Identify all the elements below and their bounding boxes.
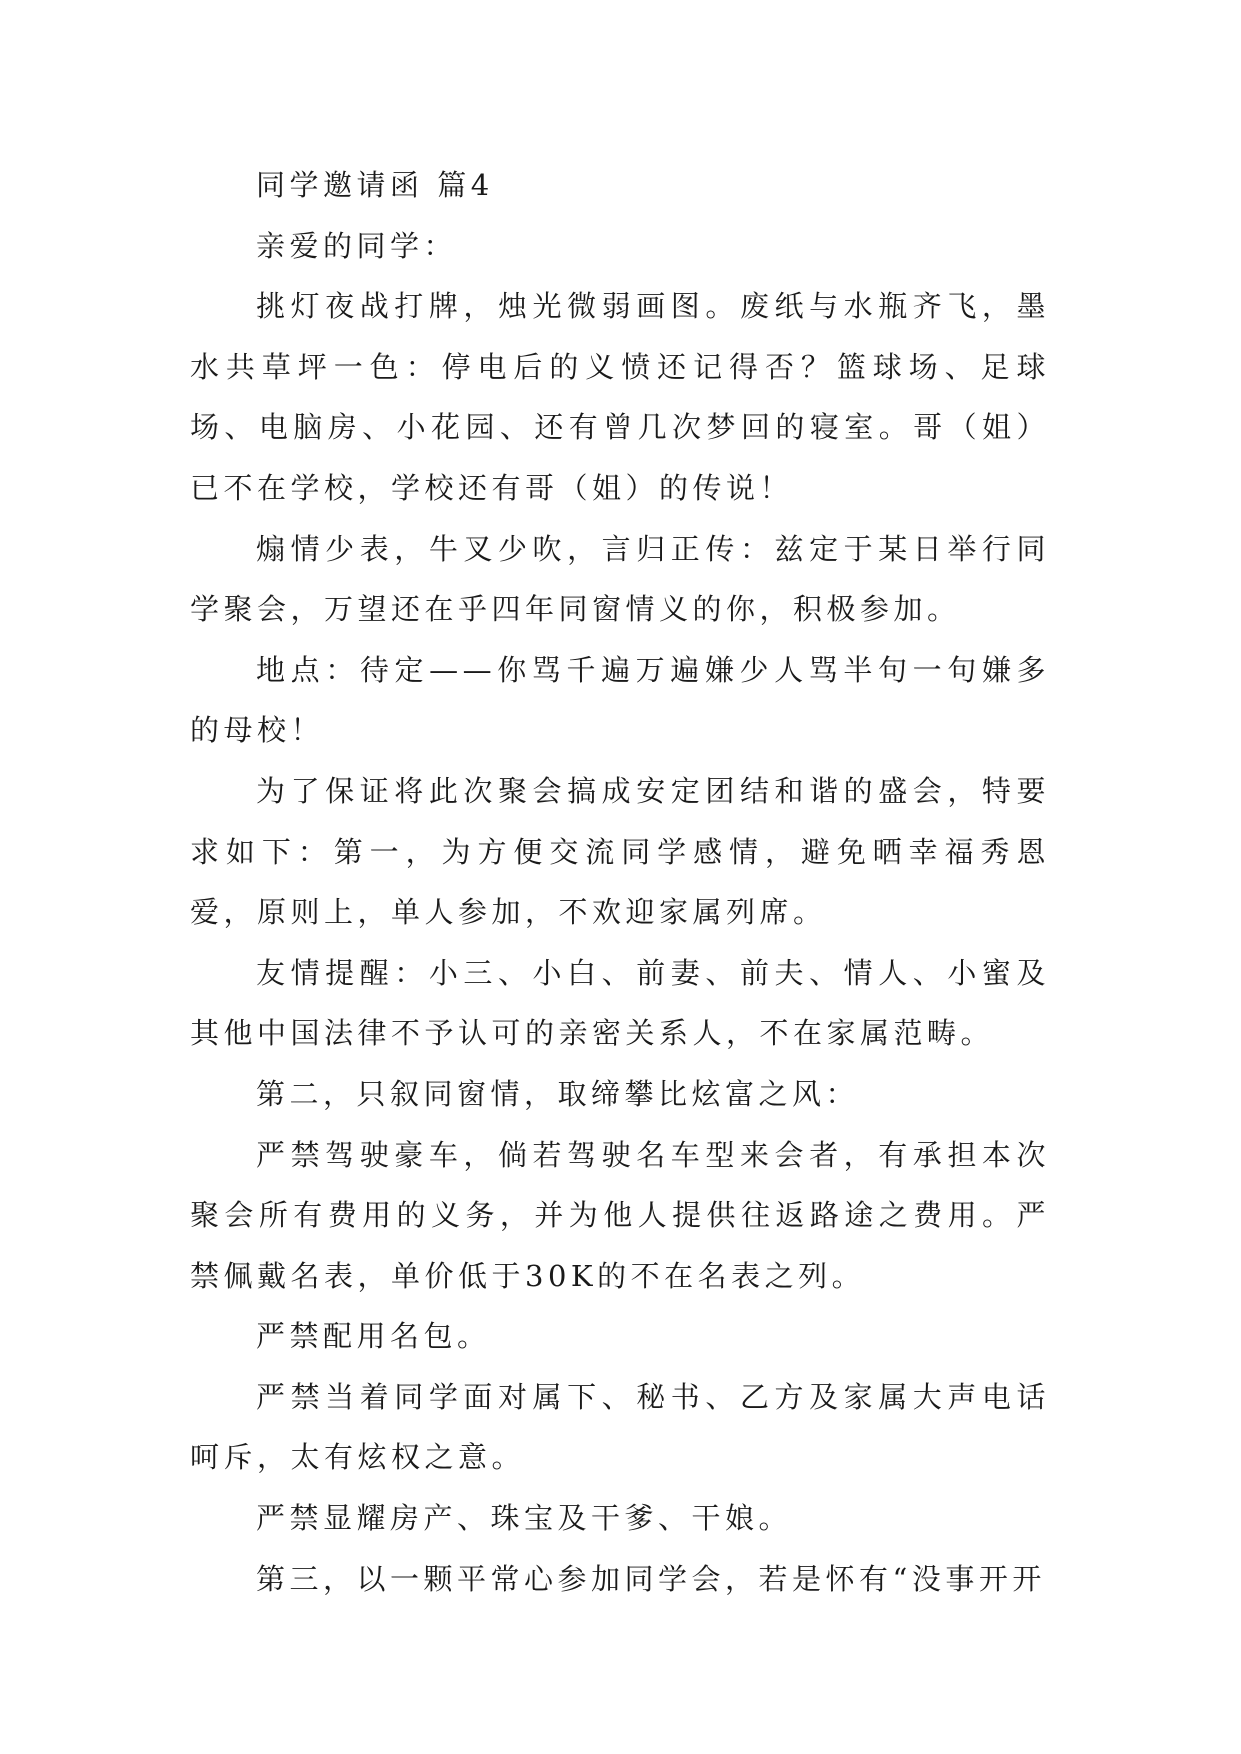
document-title: 同学邀请函 篇4 (256, 168, 494, 202)
paragraph-no-phone-scolding: 严禁当着同学面对属下、秘书、乙方及家属大声电话呵斥，太有炫权之意。 (190, 1379, 1050, 1475)
document-body (190, 155, 1050, 1609)
paragraph-rule-two: 第二，只叙同窗情，取缔攀比炫富之风： (256, 1076, 860, 1111)
paragraph-no-luxury-bags: 严禁配用名包。 (256, 1319, 491, 1354)
paragraph-invitation: 煽情少表，牛叉少吹，言归正传：兹定于某日举行同学聚会，万望还在乎四年同窗情义的你，积极参加。 (190, 531, 1050, 627)
paragraph-no-flaunting: 严禁显耀房产、珠宝及干爹、干娘。 (256, 1501, 793, 1536)
paragraph-salutation: 亲爱的同学： (256, 228, 458, 263)
paragraph-no-luxury-cars: 严禁驾驶豪车，倘若驾驶名车型来会者，有承担本次聚会所有费用的义务，并为他人提供往返路途之费用。严禁佩戴名表，单价低于30K的不在名表之列。 (190, 1137, 1050, 1293)
paragraph-reminder: 友情提醒：小三、小白、前妻、前夫、情人、小蜜及其他中国法律不予认可的亲密关系人，不在家属范畴。 (190, 955, 1050, 1051)
paragraph-rule-one: 为了保证将此次聚会搞成安定团结和谐的盛会，特要求如下：第一，为方便交流同学感情，避免晒幸福秀恩爱，原则上，单人参加，不欢迎家属列席。 (190, 773, 1050, 930)
paragraph-rule-three: 第三，以一颗平常心参加同学会，若是怀有“没事开开 (256, 1561, 1046, 1596)
paragraph-location: 地点：待定——你骂千遍万遍嫌少人骂半句一句嫌多的母校！ (190, 652, 1050, 748)
paragraph-memories: 挑灯夜战打牌，烛光微弱画图。废纸与水瓶齐飞，墨水共草坪一色：停电后的义愤还记得否？篮球场、足球场、电脑房、小花园、还有曾几次梦回的寝室。哥（姐）已不在学校，学校还有哥（姐）的传说！ (190, 289, 1050, 505)
